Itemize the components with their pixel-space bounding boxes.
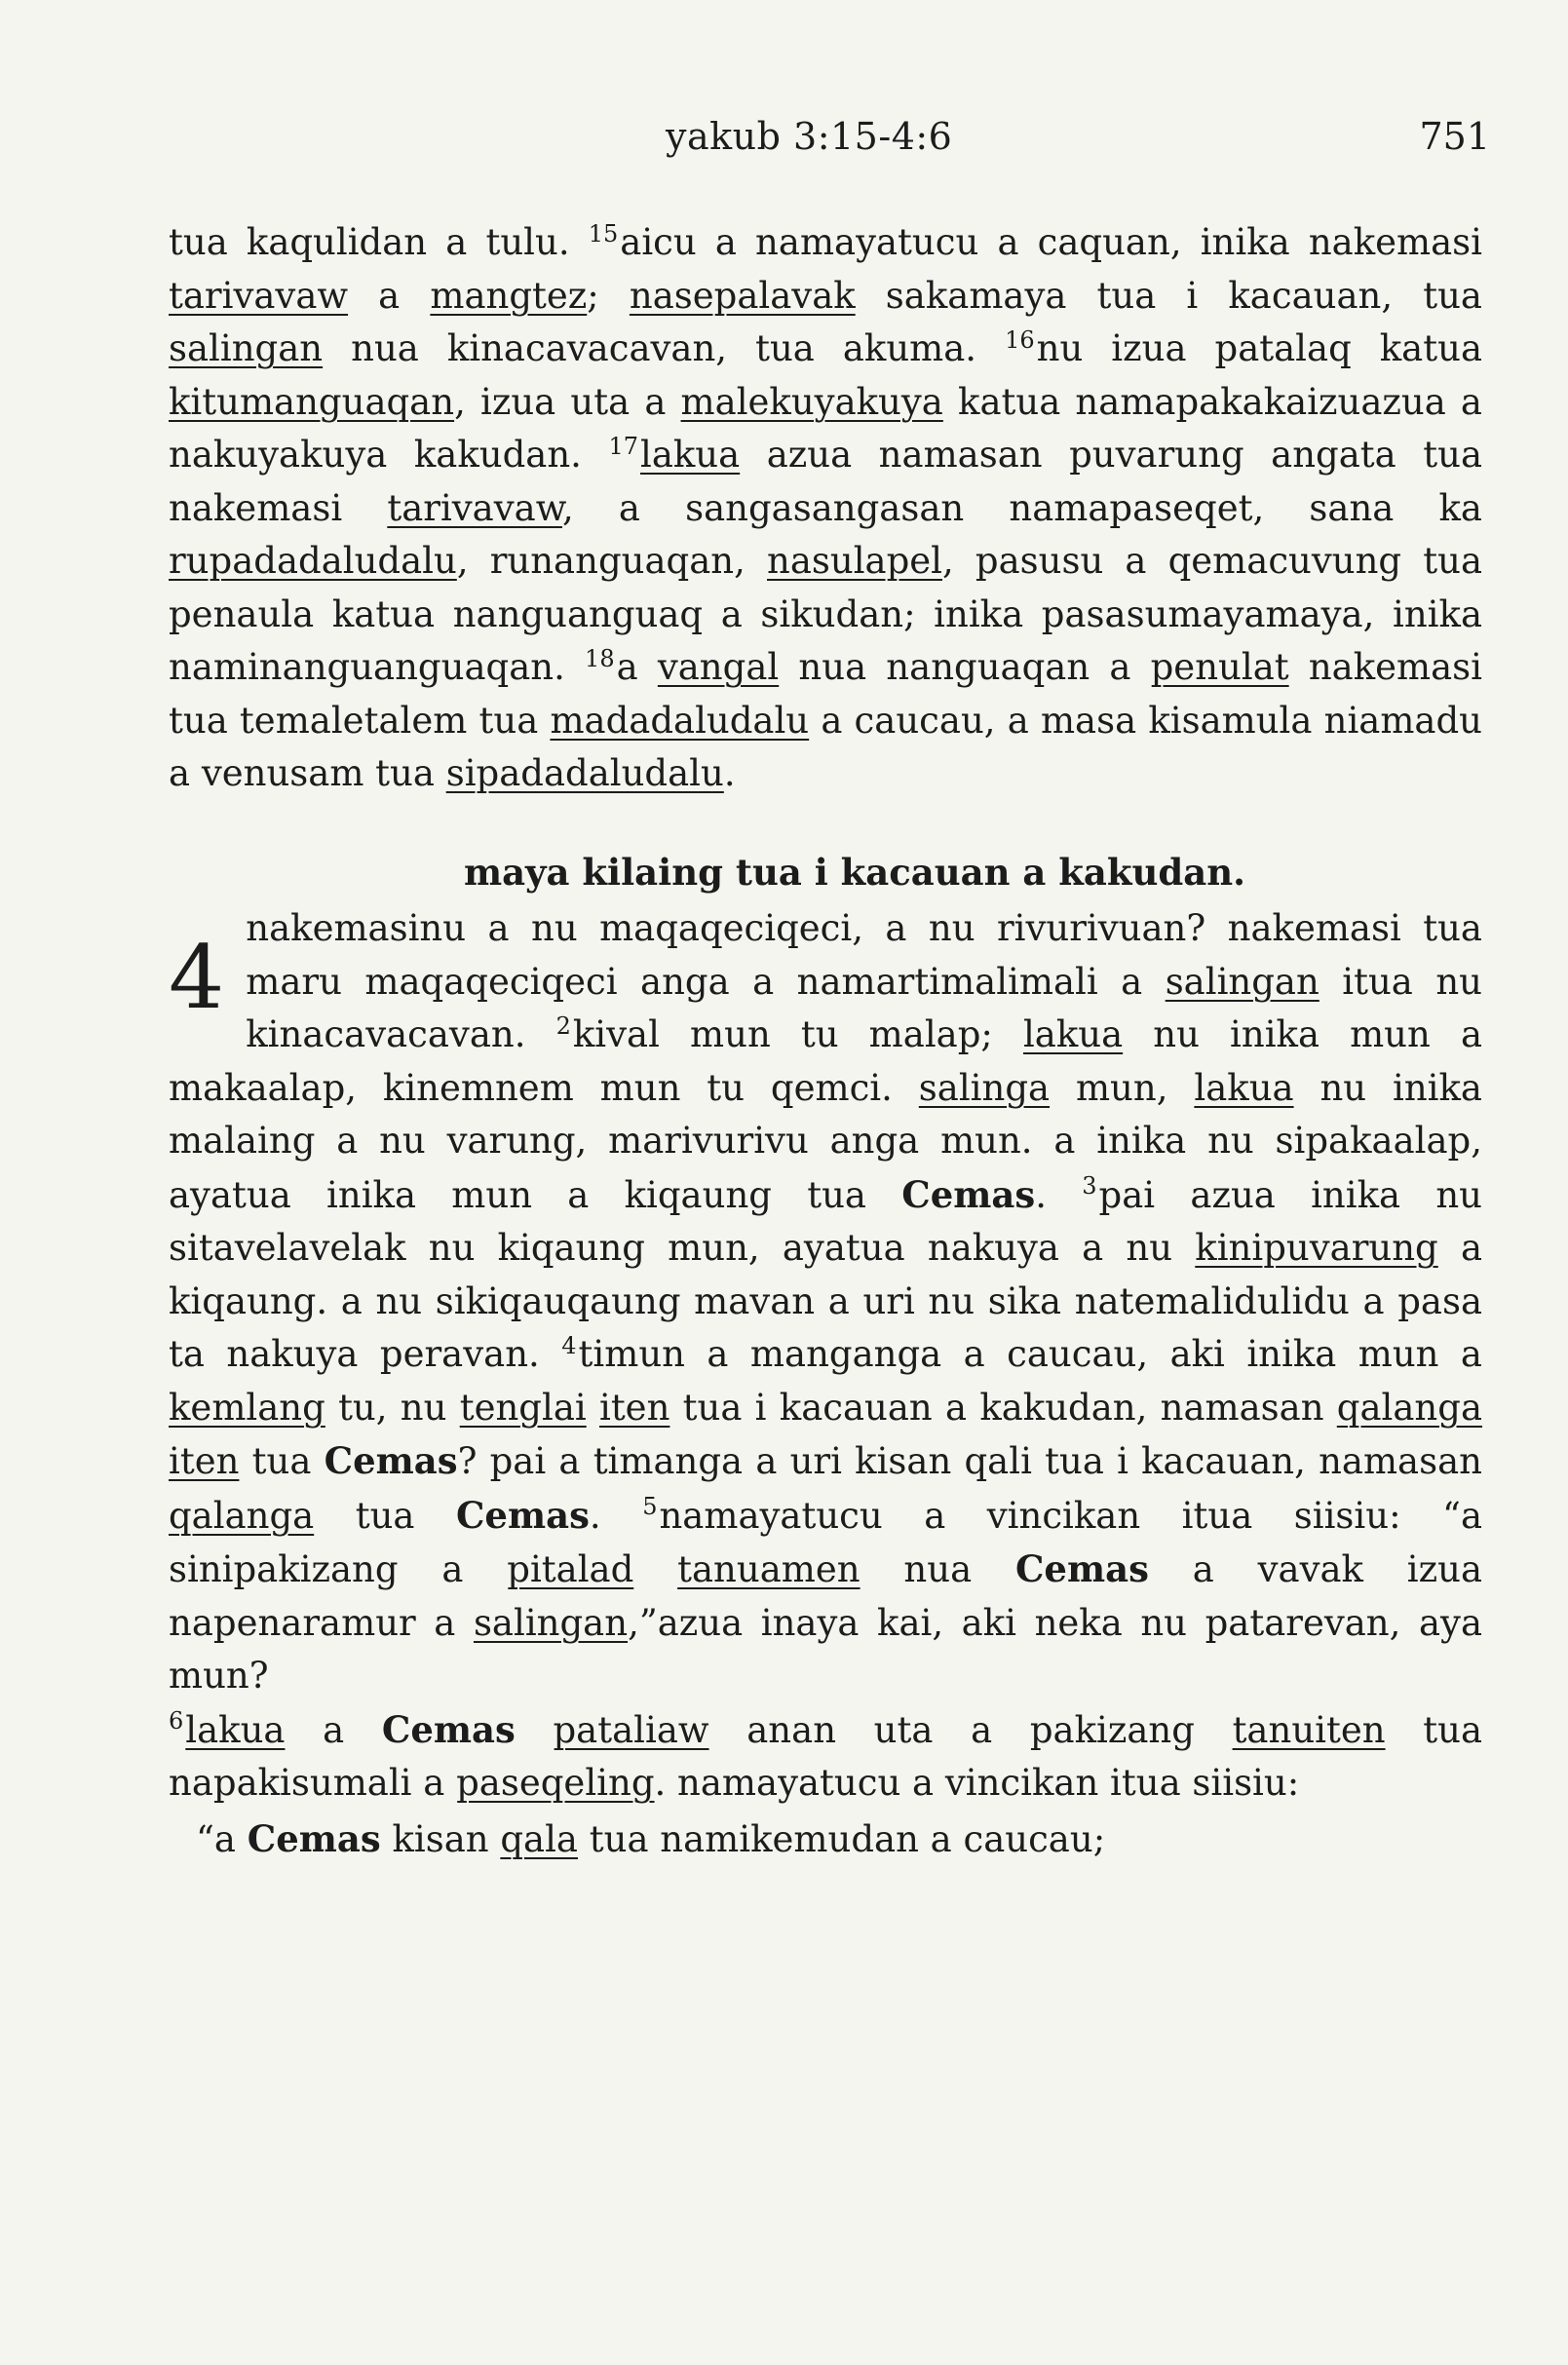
- running-head: yakub 3:15-4:6: [666, 115, 953, 158]
- text-run: malekuyakuya: [680, 380, 943, 423]
- text-run: , a sangasangasan namapaseqet, sana ka: [561, 486, 1482, 529]
- divine-name: Cemas: [1014, 1547, 1149, 1590]
- text-run: itua nu kinacavacavan.: [246, 960, 1482, 1055]
- text-run: “a: [196, 1817, 248, 1860]
- text-run: a: [285, 1708, 382, 1751]
- verse-number: 17: [608, 432, 638, 460]
- text-run: .: [723, 752, 736, 794]
- text-run: sakamaya tua i kacauan, tua: [855, 274, 1482, 317]
- paragraph-chapter-4: [169, 902, 1482, 1811]
- paragraph-chapter-3-end: [169, 216, 1482, 801]
- text-run: . namayatucu a vincikan itua siisiu:: [654, 1762, 1300, 1804]
- text-run: mun,: [1050, 1066, 1195, 1109]
- text-run: tua i kacauan a kakudan, namasan: [669, 1386, 1337, 1429]
- page-number: 751: [1419, 115, 1490, 158]
- text-run: [587, 1387, 599, 1429]
- text-run: lakua: [1022, 1013, 1124, 1055]
- text-run: kemlang: [169, 1386, 325, 1429]
- verse-number: 3: [1082, 1172, 1097, 1201]
- text-run: nu inika mun a makaalap, kinemnem mun tu qemci.: [169, 1013, 1483, 1109]
- text-run: , izua uta a: [454, 380, 681, 423]
- text-run: ;: [587, 274, 630, 317]
- section-heading: maya kilaing tua i kacauan a kakudan.: [463, 850, 1246, 894]
- text-run: nasepalavak: [629, 274, 856, 317]
- text-run: a vavak izua napenaramur a: [169, 1548, 1483, 1644]
- text-run: salingan: [169, 327, 324, 369]
- text-run: azua namasan puvarung angata tua nakemasi: [169, 434, 1482, 529]
- text-run: vangal: [657, 646, 780, 688]
- verse-number: 15: [588, 219, 619, 248]
- text-run: ? pai a timanga a uri kisan qali tua i kacauan, namasan: [457, 1440, 1482, 1482]
- text-run: pai azua inika nu sitavelavelak nu kiqaung mun, ayatua nakuya a nu: [169, 1173, 1482, 1269]
- divine-name: Cemas: [324, 1439, 458, 1482]
- verse-number: 4: [561, 1331, 577, 1359]
- text-run: tua kaqulidan a tulu.: [169, 221, 570, 263]
- text-run: , pasusu a qemacuvung tua penaula katua nanguanguaq a sikudan; inika pasasumayamaya, inika naminanguanguaqan.: [169, 540, 1482, 688]
- text-run: tua: [239, 1440, 325, 1482]
- text-run: nua kinacavacavan, tua akuma.: [323, 327, 977, 369]
- text-run: madadaludalu: [550, 699, 810, 742]
- text-run: namayatucu a vincikan itua siisiu: “a sinipakizang a: [169, 1494, 1482, 1590]
- divine-name: Cemas: [247, 1816, 381, 1860]
- text-run: salinga: [918, 1066, 1051, 1109]
- page-body: [169, 216, 1482, 1866]
- text-run: tarivavaw: [387, 486, 562, 529]
- text-run: tua napakisumali a: [169, 1708, 1482, 1804]
- text-run: a caucau, a masa kisamula niamadu a venusam tua: [169, 699, 1482, 794]
- divine-name: Cemas: [455, 1493, 590, 1537]
- text-run: mangtez: [430, 274, 588, 317]
- text-run: [516, 1709, 554, 1751]
- verse-number: 18: [585, 644, 615, 672]
- text-run: nua: [860, 1548, 1015, 1590]
- text-run: , runanguaqan,: [456, 540, 767, 582]
- text-run: a kiqaung. a nu sikiqauqaung mavan a uri nu sika natemalidulidu a pasa ta nakuya peravan.: [169, 1227, 1482, 1375]
- text-run: lakua: [1194, 1066, 1294, 1109]
- text-run: kival mun tu malap;: [572, 1013, 1023, 1055]
- divine-name: Cemas: [901, 1172, 1036, 1216]
- text-run: .: [589, 1494, 601, 1537]
- text-run: penulat: [1150, 646, 1289, 688]
- text-run: tanuiten: [1232, 1708, 1386, 1751]
- text-run: kinipuvarung: [1195, 1227, 1438, 1269]
- text-run: salingan: [1165, 960, 1319, 1003]
- text-run: tarivavaw: [169, 274, 349, 317]
- text-run: katua namapakakaizuazua a nakuyakuya kakudan.: [169, 380, 1482, 476]
- chapter-number: 4: [169, 927, 225, 1029]
- text-run: a: [616, 646, 658, 688]
- text-run: anan uta a pakizang: [708, 1708, 1233, 1751]
- text-run: nu inika malaing a nu varung, marivurivu anga mun. a inika nu sipakaalap, ayatua inika mun a kiqaung tua: [169, 1066, 1482, 1216]
- text-run: lakua: [639, 434, 741, 476]
- text-run: qalanga: [1336, 1386, 1483, 1429]
- text-run: a: [348, 274, 431, 317]
- verse-number: 16: [1005, 325, 1035, 354]
- text-run: tu, nu: [325, 1386, 460, 1429]
- verse-number: 2: [555, 1011, 571, 1040]
- quotation-line: [196, 1812, 1482, 1867]
- text-run: kisan: [380, 1817, 501, 1860]
- text-run: rupadadaludalu: [169, 540, 457, 582]
- text-run: ,”azua inaya kai, aki neka nu patarevan, aya mun?: [169, 1601, 1482, 1697]
- text-run: kitumanguaqan: [169, 380, 455, 423]
- text-run: tua: [314, 1494, 456, 1537]
- text-run: iten: [598, 1386, 670, 1429]
- text-run: nua nanguaqan a: [779, 646, 1151, 688]
- text-run: timun a manganga a caucau, aki inika mun a: [578, 1333, 1482, 1375]
- text-run: tua namikemudan a caucau;: [578, 1817, 1106, 1860]
- text-run: pitalad: [507, 1548, 634, 1590]
- text-run: nu izua patalaq katua: [1036, 327, 1482, 369]
- text-run: paseqeling: [456, 1762, 655, 1804]
- text-run: sipadadaludalu: [445, 752, 724, 794]
- text-run: tanuamen: [677, 1548, 860, 1590]
- text-run: qalanga: [169, 1494, 315, 1537]
- text-run: tenglai: [459, 1386, 587, 1429]
- text-run: nakemasinu a nu maqaqeciqeci, a nu rivurivuan? nakemasi tua maru maqaqeciqeci anga a namartimalimali a: [246, 907, 1482, 1003]
- text-run: salingan: [473, 1601, 629, 1644]
- text-run: iten: [169, 1440, 240, 1482]
- text-run: lakua: [185, 1708, 286, 1751]
- text-run: nakemasi tua temaletalem tua: [169, 646, 1482, 742]
- divine-name: Cemas: [381, 1707, 516, 1751]
- verse-number: 5: [642, 1493, 658, 1521]
- page-header: [666, 115, 1490, 173]
- text-run: aicu a namayatucu a caquan, inika nakemasi: [620, 221, 1482, 263]
- text-run: nasulapel: [767, 540, 943, 582]
- text-run: [633, 1548, 677, 1590]
- verse-number: 6: [169, 1707, 184, 1736]
- text-run: .: [1035, 1173, 1047, 1216]
- text-run: qala: [500, 1817, 578, 1860]
- text-run: pataliaw: [553, 1708, 709, 1751]
